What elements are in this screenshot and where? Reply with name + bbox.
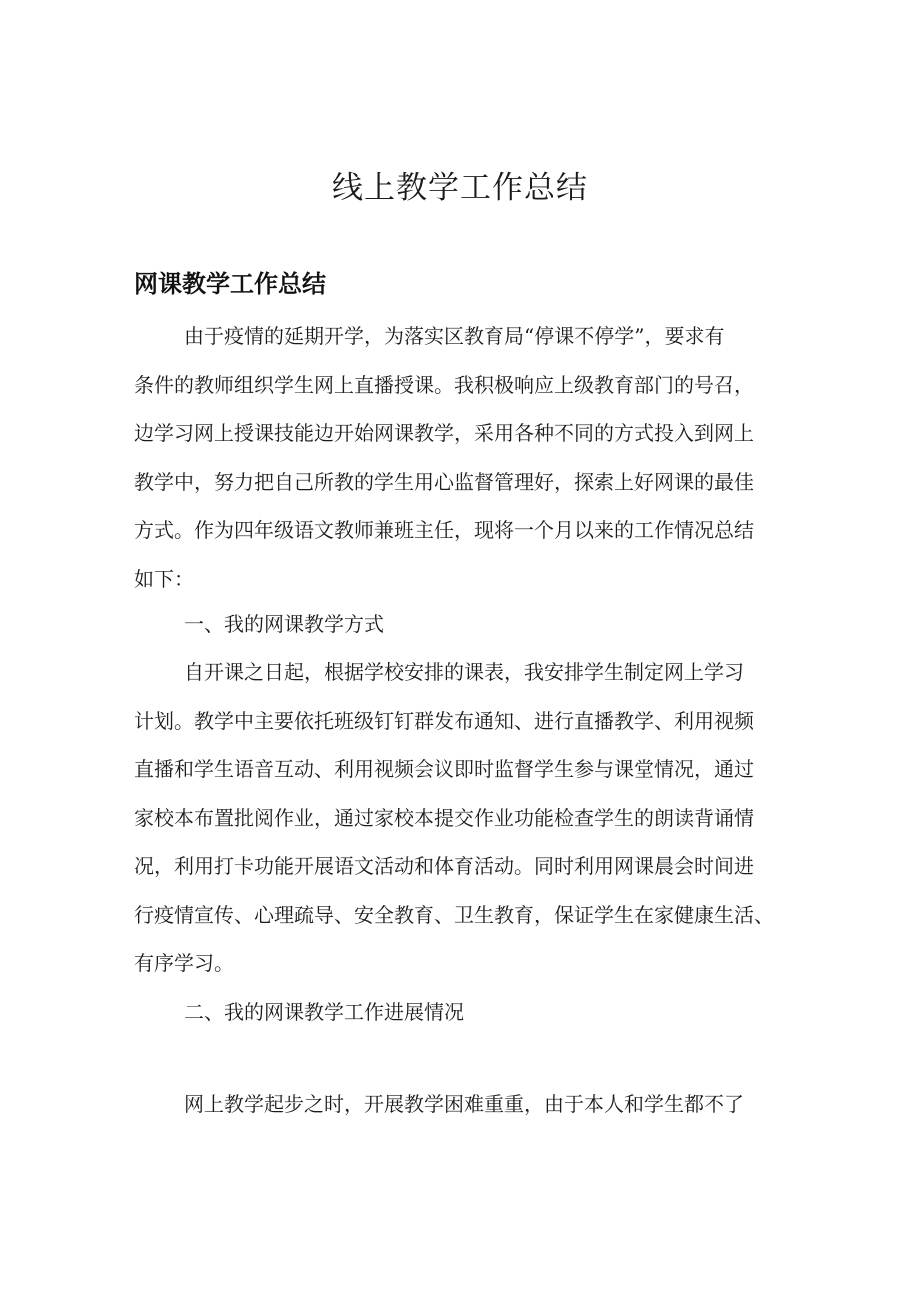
paragraph-line: 自开课之日起，根据学校安排的课表，我安排学生制定网上学习 — [184, 660, 744, 684]
paragraph-line: 如下： — [134, 566, 194, 591]
paragraph-intro — [134, 312, 794, 603]
paragraph-teaching-methods — [134, 648, 794, 988]
paragraph-line: 由于疫情的延期开学，为落实区教育局“停课不停学”，要求有 — [184, 324, 725, 348]
paragraph-line: 况，利用打卡功能开展语文活动和体育活动。同时利用网课晨会时间进 — [134, 854, 754, 878]
section-heading: 网课教学工作总结 — [134, 270, 326, 298]
paragraph-line: 直播和学生语音互动、利用视频会议即时监督学生参与课堂情况，通过 — [134, 757, 754, 781]
paragraph-line: 边学习网上授课技能边开始网课教学，采用各种不同的方式投入到网上 — [134, 421, 754, 445]
subheading-teaching-methods — [134, 600, 794, 649]
subheading-progress — [134, 988, 794, 1037]
paragraph-line: 教学中，努力把自己所教的学生用心监督管理好，探索上好网课的最佳 — [134, 469, 754, 494]
paragraph-progress — [134, 1080, 794, 1129]
paragraph-line: 家校本布置批阅作业，通过家校本提交作业功能检查学生的朗读背诵情 — [134, 805, 754, 830]
paragraph-line: 有序学习。 — [134, 951, 234, 975]
subheading-text: 二、我的网课教学工作进展情况 — [184, 1000, 464, 1024]
paragraph-line: 行疫情宣传、心理疏导、安全教育、卫生教育，保证学生在家健康生活、 — [134, 902, 774, 927]
subheading-text: 一、我的网课教学方式 — [184, 612, 384, 636]
paragraph-line: 条件的教师组织学生网上直播授课。我积极响应上级教育部门的号召， — [134, 372, 754, 397]
document-title: 线上教学工作总结 — [332, 170, 588, 206]
paragraph-line: 方式。作为四年级语文教师兼班主任，现将一个月以来的工作情况总结 — [134, 518, 754, 542]
paragraph-line: 网上教学起步之时，开展教学困难重重，由于本人和学生都不了 — [184, 1092, 744, 1116]
paragraph-line: 计划。教学中主要依托班级钉钉群发布通知、进行直播教学、利用视频 — [134, 708, 754, 733]
